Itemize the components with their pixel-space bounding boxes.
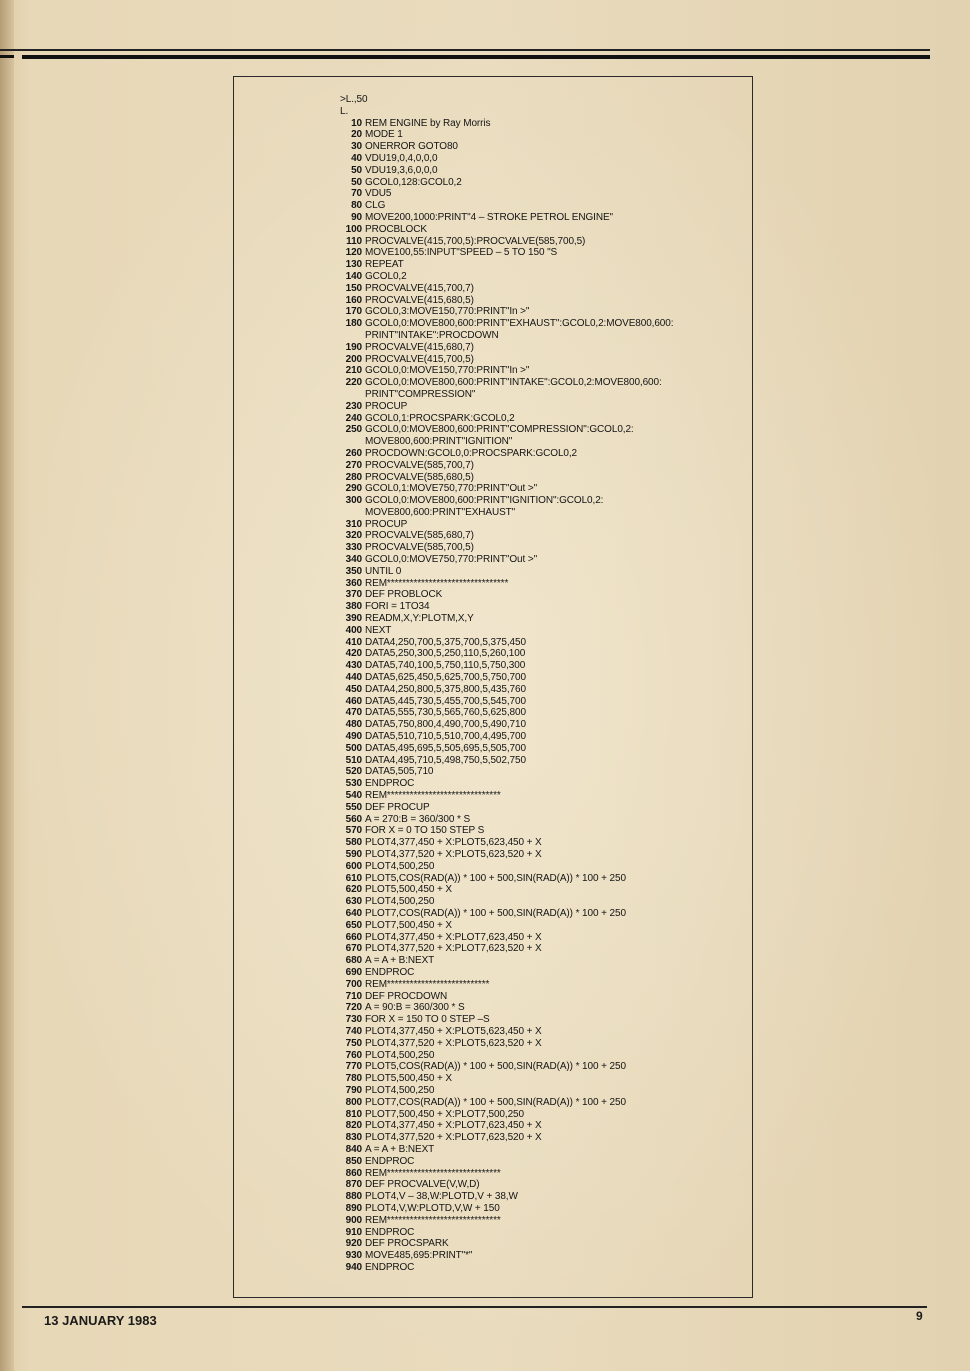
line-code: PROCVALVE(585,680,7) — [365, 530, 474, 542]
line-code: PROCVALVE(585,680,5) — [365, 471, 474, 483]
line-code: GCOL0,0:MOVE150,770:PRINT"In >" — [365, 365, 530, 377]
line-number: 520 — [345, 766, 362, 778]
line-code: PLOT4,500,250 — [365, 860, 435, 872]
line-code: REM ENGINE by Ray Morris — [365, 117, 491, 129]
line-code: FOR X = 150 TO 0 STEP –S — [365, 1014, 490, 1026]
code-line — [340, 719, 740, 731]
code-line — [340, 802, 740, 814]
line-number: 460 — [345, 695, 362, 707]
line-code: A = A + B:NEXT — [365, 955, 435, 967]
code-line — [340, 483, 740, 495]
code-line — [340, 472, 740, 484]
line-number: 500 — [345, 742, 362, 754]
code-line — [340, 743, 740, 755]
line-code: ENDPROC — [365, 1226, 415, 1238]
line-code: PLOT5,COS(RAD(A)) * 100 + 500,SIN(RAD(A)) * 100 + 250 — [365, 1061, 626, 1073]
code-line — [340, 1132, 740, 1144]
line-number: 790 — [345, 1084, 362, 1096]
code-line — [340, 684, 740, 696]
line-number: 70 — [351, 188, 362, 200]
line-code: NEXT — [365, 624, 392, 636]
line-code: VDU5 — [365, 188, 392, 200]
code-line — [340, 578, 740, 590]
code-line — [340, 306, 740, 318]
line-number: 90 — [351, 211, 362, 223]
code-line — [340, 413, 740, 425]
line-code: PLOT4,377,450 + X:PLOT7,623,450 + X — [365, 1120, 542, 1132]
line-code: REM******************************** — [365, 577, 509, 589]
line-number: 320 — [345, 530, 362, 542]
line-code: MODE 1 — [365, 129, 403, 141]
line-code: MOVE100,55:INPUT"SPEED – 5 TO 150 "S — [365, 247, 558, 259]
code-line — [340, 861, 740, 873]
line-code: GCOL0,2 — [365, 270, 407, 282]
code-line — [340, 1191, 740, 1203]
line-number: 280 — [345, 471, 362, 483]
line-number: 930 — [345, 1250, 362, 1262]
code-line — [340, 1168, 740, 1180]
code-line — [340, 365, 740, 377]
line-code: PLOT4,377,520 + X:PLOT5,623,520 + X — [365, 1037, 542, 1049]
line-number: 330 — [345, 542, 362, 554]
code-line — [340, 707, 740, 719]
line-code: VDU19,0,4,0,0,0 — [365, 152, 438, 164]
line-code: PLOT4,V,W:PLOTD,V,W + 150 — [365, 1202, 500, 1214]
line-number: 470 — [345, 707, 362, 719]
code-line — [340, 1085, 740, 1097]
code-line — [340, 1061, 740, 1073]
line-number: 430 — [345, 660, 362, 672]
code-line — [340, 1238, 740, 1250]
line-number: 510 — [345, 754, 362, 766]
code-line — [340, 177, 740, 189]
line-number: 420 — [345, 648, 362, 660]
code-line — [340, 1250, 740, 1262]
line-code: DATA5,250,300,5,250,110,5,260,100 — [365, 648, 526, 660]
code-line — [340, 932, 740, 944]
code-line — [340, 920, 740, 932]
line-number: 780 — [345, 1073, 362, 1085]
page-spine — [0, 0, 14, 1371]
code-line — [340, 542, 740, 554]
line-number: 220 — [345, 377, 362, 389]
code-line — [340, 342, 740, 354]
line-code: REPEAT — [365, 259, 404, 271]
line-number: 700 — [345, 978, 362, 990]
code-line — [340, 141, 740, 153]
code-line — [340, 648, 740, 660]
code-line — [340, 672, 740, 684]
code-line — [340, 1002, 740, 1014]
line-code: PLOT7,500,450 + X:PLOT7,500,250 — [365, 1108, 524, 1120]
line-code: GCOL0,0:MOVE800,600:PRINT"IGNITION":GCOL0,2: MOVE800,600:PRINT"EXHAUST" — [365, 495, 604, 518]
code-line — [340, 460, 740, 472]
code-line — [340, 660, 740, 672]
line-code: READM,X,Y:PLOTM,X,Y — [365, 613, 474, 625]
line-code: PROCVALVE(585,700,5) — [365, 542, 474, 554]
line-code: PLOT4,377,450 + X:PLOT5,623,450 + X — [365, 1025, 542, 1037]
line-code: DATA4,495,710,5,498,750,5,502,750 — [365, 754, 526, 766]
code-line — [340, 236, 740, 248]
line-number: 860 — [345, 1167, 362, 1179]
line-code: FORI = 1TO34 — [365, 601, 430, 613]
line-number: 390 — [345, 613, 362, 625]
line-code: PROCVALVE(415,680,5) — [365, 294, 474, 306]
code-line — [340, 814, 740, 826]
line-code: PLOT4,500,250 — [365, 1049, 435, 1061]
code-line — [340, 1109, 740, 1121]
line-number: 400 — [345, 624, 362, 636]
code-line — [340, 1038, 740, 1050]
line-code: PROCDOWN:GCOL0,0:PROCSPARK:GCOL0,2 — [365, 447, 578, 459]
code-line — [340, 530, 740, 542]
line-code: REM****************************** — [365, 1214, 501, 1226]
line-code: DATA5,510,710,5,510,700,4,495,700 — [365, 731, 526, 743]
line-code: PLOT5,500,450 + X — [365, 884, 452, 896]
code-line — [340, 259, 740, 271]
line-number: 580 — [345, 837, 362, 849]
code-line — [340, 955, 740, 967]
code-line — [340, 424, 740, 448]
line-code: DATA5,625,450,5,625,700,5,750,700 — [365, 672, 526, 684]
line-code: REM****************************** — [365, 1167, 501, 1179]
code-line — [340, 589, 740, 601]
line-number: 120 — [345, 247, 362, 259]
code-line — [340, 566, 740, 578]
line-code: DEF PROCVALVE(V,W,D) — [365, 1179, 480, 1191]
line-number: 810 — [345, 1108, 362, 1120]
line-number: 20 — [351, 129, 362, 141]
line-code: PLOT4,377,520 + X:PLOT7,623,520 + X — [365, 943, 542, 955]
code-line — [340, 283, 740, 295]
code-line — [340, 1215, 740, 1227]
line-code: PROCBLOCK — [365, 223, 427, 235]
line-code: PLOT4,V – 38,W:PLOTD,V + 38,W — [365, 1191, 518, 1203]
code-line — [340, 118, 740, 130]
code-line — [340, 884, 740, 896]
line-number: 200 — [345, 353, 362, 365]
line-code: UNTIL 0 — [365, 565, 402, 577]
line-number: 180 — [345, 318, 362, 330]
line-code: A = A + B:NEXT — [365, 1143, 435, 1155]
line-code: ENDPROC — [365, 966, 415, 978]
listing-command-line: L. — [340, 105, 349, 117]
line-code: DATA5,555,730,5,565,760,5,625,800 — [365, 707, 526, 719]
line-number: 690 — [345, 966, 362, 978]
code-line — [340, 188, 740, 200]
code-line — [340, 766, 740, 778]
line-code: PLOT7,COS(RAD(A)) * 100 + 500,SIN(RAD(A)) * 100 + 250 — [365, 907, 626, 919]
line-number: 740 — [345, 1025, 362, 1037]
code-line — [340, 377, 740, 401]
line-code: ENDPROC — [365, 1261, 415, 1273]
top-rule-stub — [0, 55, 14, 58]
line-code: PLOT7,500,450 + X — [365, 919, 452, 931]
line-number: 310 — [345, 518, 362, 530]
line-number: 170 — [345, 306, 362, 318]
code-line — [340, 731, 740, 743]
line-number: 830 — [345, 1132, 362, 1144]
line-number: 450 — [345, 683, 362, 695]
line-code: DATA4,250,800,5,375,800,5,435,760 — [365, 683, 526, 695]
line-number: 840 — [345, 1143, 362, 1155]
code-line — [340, 1179, 740, 1191]
code-line — [340, 755, 740, 767]
code-line — [340, 1227, 740, 1239]
code-line — [340, 1262, 740, 1274]
line-number: 230 — [345, 400, 362, 412]
line-number: 940 — [345, 1261, 362, 1273]
line-code: PROCVALVE(415,700,5):PROCVALVE(585,700,5) — [365, 235, 586, 247]
line-code: DATA5,740,100,5,750,110,5,750,300 — [365, 660, 526, 672]
line-number: 670 — [345, 943, 362, 955]
line-code: DEF PROCUP — [365, 801, 430, 813]
line-code: VDU19,3,6,0,0,0 — [365, 164, 438, 176]
line-number: 130 — [345, 259, 362, 271]
code-line — [340, 401, 740, 413]
code-line — [340, 991, 740, 1003]
line-code: GCOL0,1:MOVE750,770:PRINT"Out >" — [365, 483, 538, 495]
line-number: 900 — [345, 1214, 362, 1226]
line-number: 160 — [345, 294, 362, 306]
line-code: GCOL0,0:MOVE800,600:PRINT"EXHAUST":GCOL0,2:MOVE800,600: PRINT"INTAKE":PROCDOWN — [365, 318, 674, 341]
line-number: 150 — [345, 282, 362, 294]
line-code: PLOT4,377,520 + X:PLOT5,623,520 + X — [365, 849, 542, 860]
line-number: 360 — [345, 577, 362, 589]
code-line — [340, 519, 740, 531]
line-number: 760 — [345, 1049, 362, 1061]
line-number: 490 — [345, 731, 362, 743]
line-number: 240 — [345, 412, 362, 424]
code-line — [340, 271, 740, 283]
code-line — [340, 1120, 740, 1132]
line-code: FOR X = 0 TO 150 STEP S — [365, 825, 485, 837]
line-code: DATA5,445,730,5,455,700,5,545,700 — [365, 695, 526, 707]
bottom-rule — [22, 1306, 927, 1308]
code-line — [340, 1014, 740, 1026]
line-code: PLOT5,500,450 + X — [365, 1073, 452, 1085]
line-code: GCOL0,0:MOVE750,770:PRINT"Out >" — [365, 554, 538, 566]
line-code: REM****************************** — [365, 790, 501, 802]
line-code: GCOL0,3:MOVE150,770:PRINT"In >" — [365, 306, 530, 318]
code-line — [340, 1203, 740, 1215]
code-line — [340, 295, 740, 307]
line-number: 680 — [345, 955, 362, 967]
line-number: 190 — [345, 341, 362, 353]
line-code: DEF PROBLOCK — [365, 589, 443, 601]
code-line — [340, 637, 740, 649]
line-code: PLOT5,COS(RAD(A)) * 100 + 500,SIN(RAD(A)) * 100 + 250 — [365, 872, 626, 884]
line-code: CLG — [365, 200, 386, 212]
line-number: 270 — [345, 459, 362, 471]
code-line — [340, 625, 740, 637]
code-line — [340, 873, 740, 885]
line-number: 350 — [345, 565, 362, 577]
line-number: 600 — [345, 860, 362, 872]
line-number: 920 — [345, 1238, 362, 1250]
line-number: 50 — [351, 164, 362, 176]
line-code: PROCUP — [365, 400, 408, 412]
code-line — [340, 849, 740, 861]
line-number: 540 — [345, 790, 362, 802]
line-code: PROCUP — [365, 518, 408, 530]
program-listing — [340, 94, 740, 1274]
code-line — [340, 318, 740, 342]
code-line — [340, 967, 740, 979]
line-number: 570 — [345, 825, 362, 837]
line-code: ONERROR GOTO80 — [365, 141, 458, 153]
line-code: PROCVALVE(415,680,7) — [365, 341, 474, 353]
code-line — [340, 896, 740, 908]
line-code: PLOT7,COS(RAD(A)) * 100 + 500,SIN(RAD(A)) * 100 + 250 — [365, 1096, 626, 1108]
line-code: PROCVALVE(415,700,5) — [365, 353, 474, 365]
line-code: GCOL0,0:MOVE800,600:PRINT"COMPRESSION":GCOL0,2: MOVE800,600:PRINT"IGNITION" — [365, 424, 634, 448]
line-code: GCOL0,128:GCOL0,2 — [365, 176, 462, 188]
code-line — [340, 790, 740, 802]
code-line — [340, 165, 740, 177]
line-number: 590 — [345, 849, 362, 860]
line-code: PROCVALVE(415,700,7) — [365, 282, 474, 294]
line-number: 620 — [345, 884, 362, 896]
line-code: DATA5,505,710 — [365, 766, 434, 778]
line-code: ENDPROC — [365, 1155, 415, 1167]
code-line — [340, 212, 740, 224]
line-number: 730 — [345, 1014, 362, 1026]
line-number: 890 — [345, 1202, 362, 1214]
line-code: DATA5,750,800,4,490,700,5,490,710 — [365, 719, 526, 731]
line-code: PROCVALVE(585,700,7) — [365, 459, 474, 471]
top-rule-thick — [22, 55, 930, 59]
page-number: 9 — [916, 1309, 923, 1323]
line-number: 550 — [345, 801, 362, 813]
line-number: 410 — [345, 636, 362, 648]
issue-date: 13 JANUARY 1983 — [44, 1313, 157, 1328]
line-code: PLOT4,500,250 — [365, 1084, 435, 1096]
line-number: 640 — [345, 907, 362, 919]
line-code: GCOL0,1:PROCSPARK:GCOL0,2 — [365, 412, 515, 424]
code-line — [340, 1050, 740, 1062]
code-line — [340, 778, 740, 790]
line-number: 870 — [345, 1179, 362, 1191]
line-code: MOVE200,1000:PRINT"4 – STROKE PETROL ENGINE" — [365, 211, 613, 223]
line-number: 260 — [345, 447, 362, 459]
line-number: 800 — [345, 1096, 362, 1108]
line-number: 50 — [351, 176, 362, 188]
line-number: 40 — [351, 152, 362, 164]
code-line — [340, 200, 740, 212]
line-number: 380 — [345, 601, 362, 613]
line-number: 300 — [345, 495, 362, 507]
listing-command-line: >L.,50 — [340, 94, 368, 105]
code-line — [340, 354, 740, 366]
line-code: REM*************************** — [365, 978, 490, 990]
line-number: 10 — [351, 117, 362, 129]
line-number: 710 — [345, 990, 362, 1002]
code-line — [340, 1156, 740, 1168]
line-code: A = 90:B = 360/300 * S — [365, 1002, 465, 1014]
code-line — [340, 153, 740, 165]
code-line — [340, 601, 740, 613]
code-line — [340, 129, 740, 141]
line-code: MOVE485,695:PRINT"*" — [365, 1250, 473, 1262]
line-code: A = 270:B = 360/300 * S — [365, 813, 471, 825]
line-code: PLOT4,377,450 + X:PLOT7,623,450 + X — [365, 931, 542, 943]
line-number: 910 — [345, 1226, 362, 1238]
line-code: PLOT4,500,250 — [365, 896, 435, 908]
line-number: 140 — [345, 270, 362, 282]
line-number: 660 — [345, 931, 362, 943]
code-line — [340, 247, 740, 259]
code-line — [340, 908, 740, 920]
line-number: 630 — [345, 896, 362, 908]
line-code: ENDPROC — [365, 778, 415, 790]
line-number: 770 — [345, 1061, 362, 1073]
line-number: 80 — [351, 200, 362, 212]
line-number: 340 — [345, 554, 362, 566]
line-number: 820 — [345, 1120, 362, 1132]
line-number: 210 — [345, 365, 362, 377]
top-rule-thin — [0, 49, 930, 51]
line-number: 250 — [345, 424, 362, 436]
line-number: 370 — [345, 589, 362, 601]
code-line — [340, 1026, 740, 1038]
line-number: 610 — [345, 872, 362, 884]
line-number: 650 — [345, 919, 362, 931]
line-code: PLOT4,377,520 + X:PLOT7,623,520 + X — [365, 1132, 542, 1144]
line-code: DEF PROCDOWN — [365, 990, 448, 1002]
code-line — [340, 837, 740, 849]
line-code: PLOT4,377,450 + X:PLOT5,623,450 + X — [365, 837, 542, 849]
code-line — [340, 613, 740, 625]
code-line — [340, 554, 740, 566]
line-number: 290 — [345, 483, 362, 495]
line-number: 720 — [345, 1002, 362, 1014]
line-number: 850 — [345, 1155, 362, 1167]
line-number: 560 — [345, 813, 362, 825]
line-code: DEF PROCSPARK — [365, 1238, 449, 1250]
line-number: 440 — [345, 672, 362, 684]
line-number: 880 — [345, 1191, 362, 1203]
line-number: 30 — [351, 141, 362, 153]
line-code: DATA4,250,700,5,375,700,5,375,450 — [365, 636, 526, 648]
line-number: 530 — [345, 778, 362, 790]
code-line — [340, 825, 740, 837]
code-line — [340, 495, 740, 519]
code-line — [340, 1097, 740, 1109]
line-code: DATA5,495,695,5,505,695,5,505,700 — [365, 742, 526, 754]
code-line — [340, 224, 740, 236]
line-number: 100 — [345, 223, 362, 235]
code-line — [340, 1073, 740, 1085]
code-line — [340, 943, 740, 955]
line-code: GCOL0,0:MOVE800,600:PRINT"INTAKE":GCOL0,2:MOVE800,600: PRINT"COMPRESSION" — [365, 377, 662, 400]
line-number: 110 — [346, 235, 362, 247]
code-line — [340, 448, 740, 460]
code-line — [340, 1144, 740, 1156]
line-number: 750 — [345, 1037, 362, 1049]
code-line — [340, 979, 740, 991]
line-number: 480 — [345, 719, 362, 731]
code-line — [340, 696, 740, 708]
